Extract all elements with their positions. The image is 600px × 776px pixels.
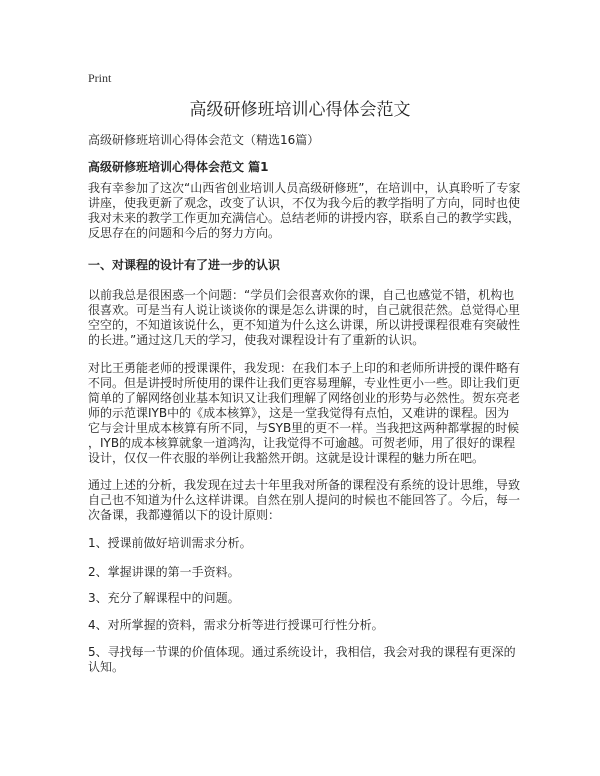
print-link[interactable]: Print [88,71,112,85]
paragraph-3 [88,361,520,466]
paragraph-4 [88,478,520,523]
text-line: 师的示范课IYB中的《成本核算》，这是一堂我觉得有点怕，又难讲的课程。因为 [88,406,510,420]
list-item [88,645,516,675]
text-line: 的长进。”通过这几天的学习，使我对课程设计有了重新的认识。 [88,333,425,347]
text-line: 很喜欢。可是当有人说让谈谈你的课是怎么讲课的时，自己就很茫然。总觉得心里 [88,303,521,317]
text-line: 我有幸参加了这次“山西省创业培训人员高级研修班”，在培训中，认真聆听了专家 [88,181,521,195]
text-line: ，IYB的成本核算就象一道鸿沟，让我觉得不可逾越。可贺老师，用了很好的课程 [88,436,516,450]
text-line: 讲座，使我更新了观念，改变了认识，不仅为我今后的教学指明了方向，同时也使 [88,196,521,210]
section-title: 高级研修班培训心得体会范文 篇1 [88,160,269,174]
text-line: 设计，仅仅一件衣服的举例让我豁然开朗。这就是设计课程的魅力所在吧。 [88,451,485,465]
heading-1: 一、对课程的设计有了进一步的认识 [88,258,281,272]
list-item [88,618,384,633]
text-line: 次备课，我都遵循以下的设计原则： [88,508,281,522]
page-title: 高级研修班培训心得体会范文 [189,100,411,120]
list-item [88,591,240,606]
text-line: 空空的，不知道该说什么，更不知道为什么这么讲课，所以讲授课程很难有突破性 [88,318,521,332]
text-line: 反思存在的问题和今后的努力方向。 [88,226,281,240]
text-line: 1、授课前做好培训需求分析。 [88,536,252,550]
text-line: 简单的了解网络创业基本知识又让我们理解了网络创业的形势与必然性。贺东亮老 [88,391,521,405]
list-item [88,565,240,580]
text-line: 自己也不知道为什么这样讲课。自然在别人提问的时候也不能回答了。今后，每一 [88,493,521,507]
text-line: 2、掌握讲课的第一手资料。 [88,565,240,579]
paragraph-1 [88,181,520,241]
text-line: 对比王勇能老师的授课课件，我发现：在我们本子上印的和老师所讲授的课件略有 [88,361,521,375]
text-line: 通过上述的分析，我发现在过去十年里我对所备的课程没有系统的设计思维，导致 [88,478,521,492]
paragraph-2 [88,288,520,348]
text-line: 不同。但是讲授时所使用的课件让我们更容易理解，专业性更小一些。即让我们更 [88,376,521,390]
text-line: 4、对所掌握的资料，需求分析等进行授课可行性分析。 [88,618,384,632]
list-item [88,536,252,551]
text-line: 3、充分了解课程中的问题。 [88,591,240,605]
text-line: 认知。 [88,660,125,674]
text-line: 5、寻找每一节课的价值体现。通过系统设计，我相信，我会对我的课程有更深的 [88,645,516,659]
subtitle: 高级研修班培训心得体会范文（精选16篇） [88,133,320,147]
text-line: 以前我总是很困惑一个问题：“学员们会很喜欢你的课，自己也感觉不错，机构也 [88,288,515,302]
text-line: 我对未来的教学工作更加充满信心。总结老师的讲授内容，联系自己的教学实践， [88,211,521,225]
text-line: 它与会计里成本核算有所不同，与SYB里的更不一样。当我把这两种都掌握的时候 [88,421,520,435]
